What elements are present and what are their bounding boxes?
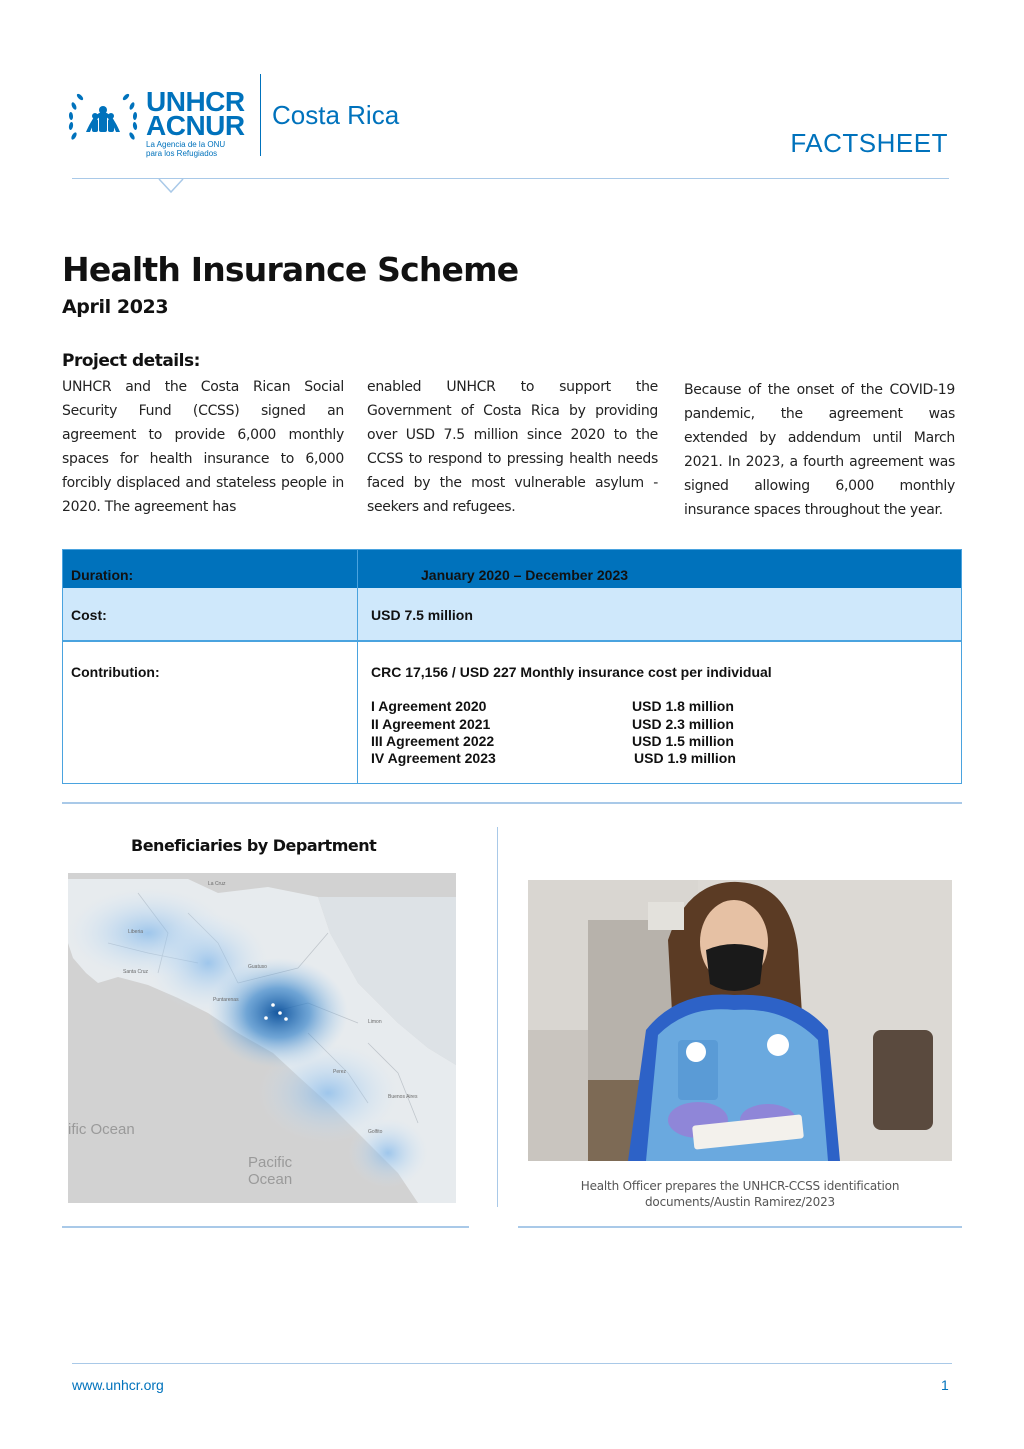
health-officer-image [528,880,952,1161]
unhcr-logo[interactable] [66,74,406,164]
page-number: 1 [941,1377,949,1393]
agreement-name: II Agreement 2021 [371,716,491,732]
map-label-ocean-left: ific Ocean [68,1121,135,1138]
contribution-label: Contribution: [71,664,160,680]
agreement-amount: USD 2.3 million [632,716,734,732]
footer-url-link[interactable]: www.unhcr.org [72,1377,164,1393]
footer-divider [72,1363,952,1364]
section-divider [62,1226,469,1228]
photo-caption: Health Officer prepares the UNHCR-CCSS identification documents/Austin Ramirez/2023 [580,1179,900,1209]
table-column-divider [357,550,358,783]
svg-text:La Cruz: La Cruz [208,881,226,887]
page-title: Health Insurance Scheme [62,250,519,289]
cost-value: USD 7.5 million [371,607,473,623]
agreement-name: I Agreement 2020 [371,698,487,714]
map-title: Beneficiaries by Department [131,836,377,855]
logo-unhcr-text: UNHCR [146,86,245,117]
svg-text:Limon: Limon [368,1019,382,1025]
agreement-amount: USD 1.9 million [634,750,736,766]
unhcr-emblem-icon [66,86,140,148]
cost-label: Cost: [71,607,107,623]
chevron-down-icon [158,178,184,194]
svg-text:Golfito: Golfito [368,1129,383,1135]
table-cost-row [63,588,961,640]
logo-acnur-text: ACNUR [146,110,245,141]
svg-text:Perez: Perez [333,1069,347,1075]
svg-text:Guatuso: Guatuso [248,964,267,970]
doc-type-label: FACTSHEET [790,128,948,158]
health-officer-photo [528,880,952,1161]
svg-text:Buenos Aires: Buenos Aires [388,1094,418,1100]
column-divider [497,827,498,1207]
body-column-1: UNHCR and the Costa Rican Social Security Fund (CCSS) signed an agreement to provide 6,000 monthly spaces for health insurance to 6,000 forcibly displaced and stateless people in 2020. The agreement has [62,379,344,515]
duration-value: January 2020 – December 2023 [421,567,629,583]
logo-divider [260,74,261,156]
agreement-name: IV Agreement 2023 [371,750,496,766]
page-date: April 2023 [62,296,169,318]
section-divider [518,1226,962,1228]
project-details-heading: Project details: [62,351,200,371]
country-name: Costa Rica [272,100,400,130]
project-summary-table [62,549,962,784]
contribution-value: CRC 17,156 / USD 227 Monthly insurance cost per individual [371,664,772,680]
svg-text:Santa Cruz: Santa Cruz [123,969,149,975]
duration-label: Duration: [71,567,134,583]
header-divider [72,178,949,179]
agreement-amount: USD 1.8 million [632,698,734,714]
section-divider [62,802,962,804]
logo-tagline: La Agencia de la ONU para los Refugiados [146,140,226,158]
table-row-divider [63,640,961,642]
agreement-name: III Agreement 2022 [371,733,495,749]
body-column-2: enabled UNHCR to support the Government of Costa Rica by providing over USD 7.5 million since 2020 to the CCSS to respond to pressing health needs faced by the most vulnerable asylum - seekers and refugees. [367,379,658,515]
body-column-3: Because of the onset of the COVID-19 pandemic, the agreement was extended by addendum until March 2021. In 2023, a fourth agreement was signed allowing 6,000 monthly insurance spaces throughout the year. [684,382,955,518]
map-label-ocean-center: Pacific Ocean [248,1154,293,1188]
beneficiaries-map [68,873,456,1203]
svg-text:Puntarenas: Puntarenas [213,997,239,1003]
svg-text:Liberia: Liberia [128,929,144,935]
agreement-amount: USD 1.5 million [632,733,734,749]
